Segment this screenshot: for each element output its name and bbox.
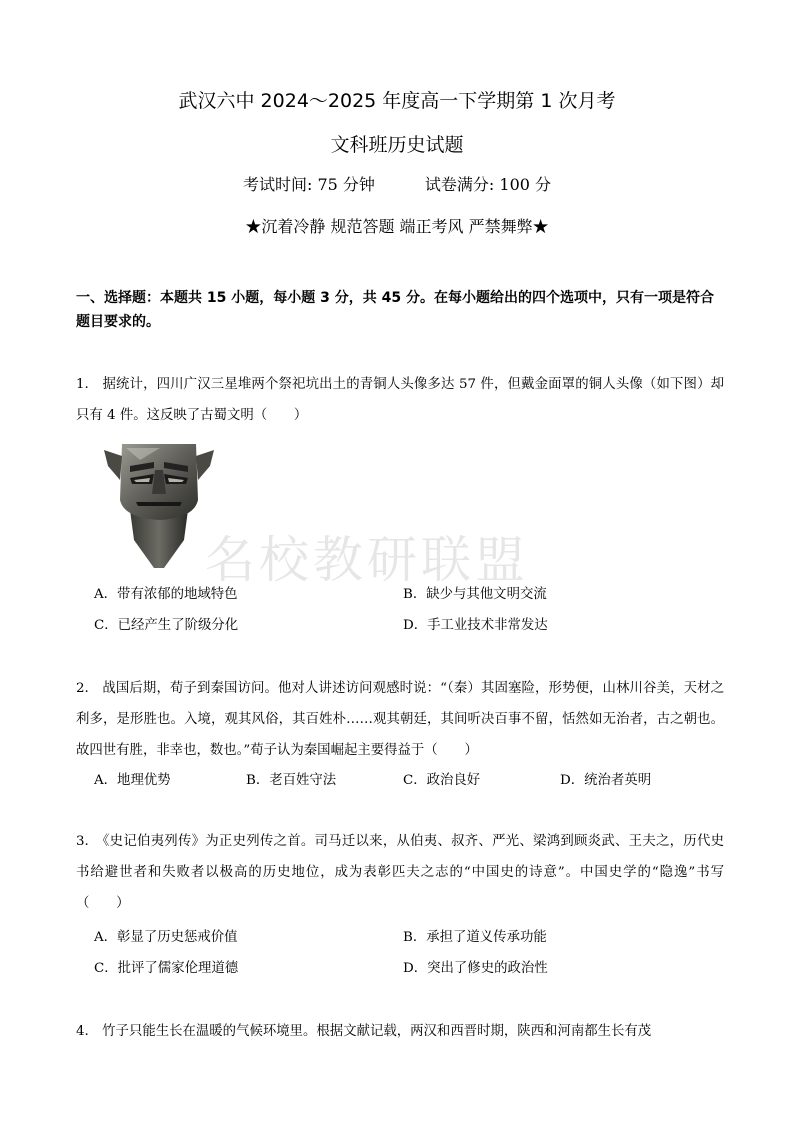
watermark: 名校教研联盟 <box>205 531 529 589</box>
question-3-option-a[interactable]: A．彰显了历史惩戒价值 <box>94 930 238 945</box>
question-1-stem: 1. 据统计，四川广汉三星堆两个祭祀坑出土的青铜人头像多达 57 件，但戴金面罩的铜人头像（如下图）却只有 4 件。这反映了古蜀文明（ ） <box>76 377 724 423</box>
exam-subtitle: 文科班历史试题 <box>330 134 464 156</box>
question-3-option-b[interactable]: B．承担了道义传承功能 <box>403 930 547 945</box>
bronze-head-with-gold-mask-image <box>100 440 218 570</box>
full-score: 试卷满分: 100 分 <box>424 175 552 194</box>
question-2-option-c[interactable]: C．政治良好 <box>403 773 481 788</box>
question-2-option-d[interactable]: D．统治者英明 <box>560 773 652 788</box>
question-1-option-b[interactable]: B．缺少与其他文明交流 <box>403 587 547 602</box>
question-3-option-d[interactable]: D．突出了修史的政治性 <box>403 961 548 976</box>
exam-motto: ★沉着冷静 规范答题 端正考风 严禁舞弊★ <box>245 217 549 236</box>
question-2-option-a[interactable]: A．地理优势 <box>94 773 171 788</box>
exam-time: 考试时间: 75 分钟 <box>242 175 375 194</box>
question-3-stem: 3. 《史记伯夷列传》为正史列传之首。司马迁以来，从伯夷、叔齐、严光、梁鸿到顾炎武、王夫之，历代史书给避世者和失败者以极高的历史地位，成为表彰匹夫之志的“中国史的诗意”。中国史学的“隐逸”书写（ ） <box>76 834 724 911</box>
question-1-option-d[interactable]: D．手工业技术非常发达 <box>403 618 548 633</box>
question-1-option-a[interactable]: A．带有浓郁的地域特色 <box>94 587 238 602</box>
question-4-stem: 4. 竹子只能生长在温暖的气候环境里。根据文献记载，两汉和西晋时期，陕西和河南都生长有茂 <box>76 1024 652 1039</box>
question-3-option-c[interactable]: C．批评了儒家伦理道德 <box>94 961 239 976</box>
section-heading: 一、选择题：本题共 15 小题，每小题 3 分，共 45 分。在每小题给出的四个选项中，只有一项是符合题目要求的。 <box>76 290 714 330</box>
exam-title: 武汉六中 2024～2025 年度高一下学期第 1 次月考 <box>178 90 616 112</box>
question-2-stem: 2. 战国后期，荀子到秦国访问。他对人讲述访问观感时说：“（秦）其固塞险，形势便，山林川谷美，天材之利多，是形胜也。入境，观其风俗，其百姓朴……观其朝廷，其间听决百事不留，恬然如无治者，古之朝也。故四世有胜，非幸也，数也。”荀子认为秦国崛起主要得益于（ ） <box>76 681 724 758</box>
question-2-option-b[interactable]: B．老百姓守法 <box>246 773 337 788</box>
exam-info <box>0 172 794 195</box>
question-1-option-c[interactable]: C．已经产生了阶级分化 <box>94 618 239 633</box>
